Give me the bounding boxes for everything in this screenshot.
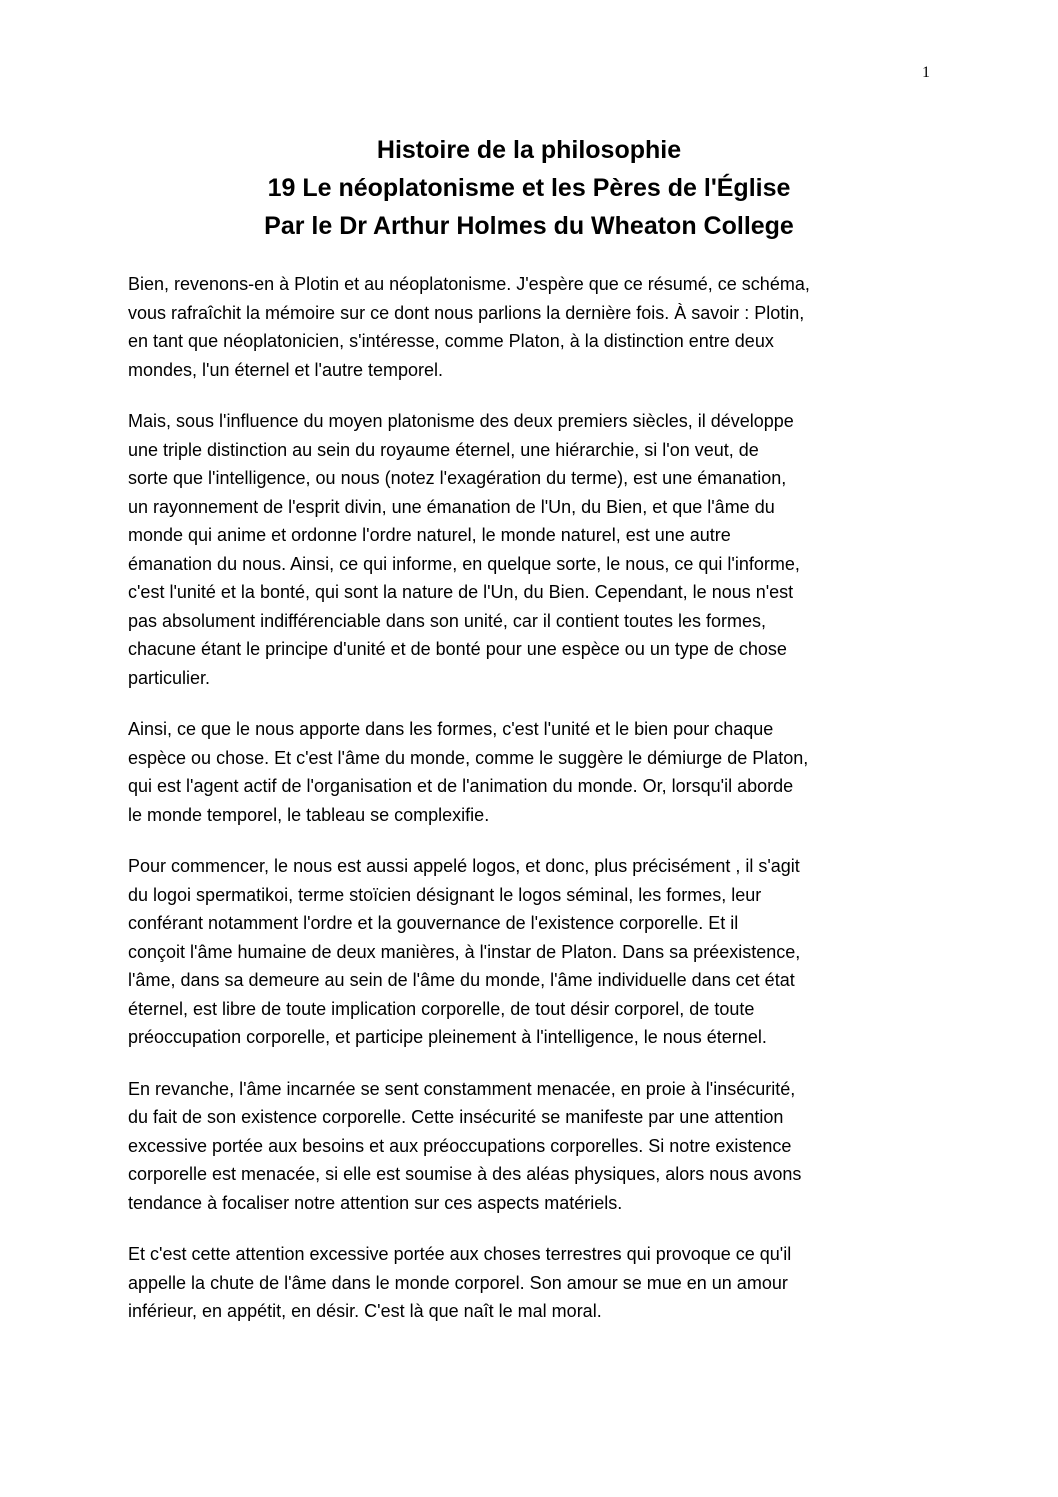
author-line: Par le Dr Arthur Holmes du Wheaton College xyxy=(264,212,794,240)
title-line: Histoire de la philosophie xyxy=(376,136,682,164)
text-line: un rayonnement de l'esprit divin, une émanation de l'Un, du Bien, et que l'âme du xyxy=(128,496,775,517)
text-line: mondes, l'un éternel et l'autre temporel. xyxy=(128,359,444,380)
paragraph-6 xyxy=(128,1240,930,1326)
page-number: 1 xyxy=(922,64,930,81)
text-line: Pour commencer, le nous est aussi appelé logos, et donc, plus précisément , il s'agit xyxy=(128,856,800,876)
text-line: le monde temporel, le tableau se complexifie. xyxy=(128,804,490,825)
text-line: inférieur, en appétit, en désir. C'est là que naît le mal moral. xyxy=(128,1301,602,1321)
text-line: éternel, est libre de toute implication corporelle, de tout désir corporel, de toute xyxy=(128,998,755,1019)
text-line: pas absolument indifférenciable dans son unité, car il contient toutes les formes, xyxy=(128,610,767,631)
text-line: monde qui anime et ordonne l'ordre naturel, le monde naturel, est une autre xyxy=(128,525,731,545)
text-line: Et c'est cette attention excessive portée aux choses terrestres qui provoque ce qu'il xyxy=(128,1244,792,1264)
text-line: une triple distinction au sein du royaume éternel, une hiérarchie, si l'on veut, de xyxy=(128,439,759,460)
text-line: excessive portée aux besoins et aux préoccupations corporelles. Si notre existence xyxy=(128,1135,792,1156)
text-line: sorte que l'intelligence, ou nous (notez l'exagération du terme), est une émanation, xyxy=(128,468,787,488)
subtitle-line: 19 Le néoplatonisme et les Pères de l'Église xyxy=(267,174,791,202)
text-line: vous rafraîchit la mémoire sur ce dont nous parlions la dernière fois. À savoir : Plotin, xyxy=(128,302,805,323)
text-line: corporelle est menacée, si elle est soumise à des aléas physiques, alors nous avons xyxy=(128,1164,802,1184)
text-line: tendance à focaliser notre attention sur ces aspects matériels. xyxy=(128,1192,623,1213)
text-line: conférant notamment l'ordre et la gouvernance de l'existence corporelle. Et il xyxy=(128,913,739,933)
text-line: En revanche, l'âme incarnée se sent constamment menacée, en proie à l'insécurité, xyxy=(128,1078,796,1099)
paragraph-1 xyxy=(128,270,930,384)
text-line: Mais, sous l'influence du moyen platonisme des deux premiers siècles, il développe xyxy=(128,411,794,431)
text-line: particulier. xyxy=(128,667,211,688)
text-line: l'âme, dans sa demeure au sein de l'âme du monde, l'âme individuelle dans cet état xyxy=(128,970,795,990)
text-line: du fait de son existence corporelle. Cette insécurité se manifeste par une attention xyxy=(128,1107,784,1127)
text-line: c'est l'unité et la bonté, qui sont la nature de l'Un, du Bien. Cependant, le nous n'est xyxy=(128,582,794,602)
text-line: Ainsi, ce que le nous apporte dans les formes, c'est l'unité et le bien pour chaque xyxy=(128,719,774,739)
text-line: en tant que néoplatonicien, s'intéresse, comme Platon, à la distinction entre deux xyxy=(128,331,774,351)
document-title xyxy=(128,131,930,245)
text-line: qui est l'agent actif de l'organisation et de l'animation du monde. Or, lorsqu'il aborde xyxy=(128,776,794,796)
text-line: préoccupation corporelle, et participe pleinement à l'intelligence, le nous éternel. xyxy=(128,1027,767,1047)
text-line: espèce ou chose. Et c'est l'âme du monde, comme le suggère le démiurge de Platon, xyxy=(128,747,809,768)
paragraph-4 xyxy=(128,852,930,1052)
paragraph-3 xyxy=(128,715,930,829)
text-line: émanation du nous. Ainsi, ce qui informe, en quelque sorte, le nous, ce qui l'informe, xyxy=(128,553,800,574)
text-line: appelle la chute de l'âme dans le monde corporel. Son amour se mue en un amour xyxy=(128,1272,788,1293)
text-line: Bien, revenons-en à Plotin et au néoplatonisme. J'espère que ce résumé, ce schéma, xyxy=(128,274,810,294)
text-line: conçoit l'âme humaine de deux manières, à l'instar de Platon. Dans sa préexistence, xyxy=(128,941,801,962)
paragraph-2 xyxy=(128,407,930,692)
paragraph-5 xyxy=(128,1075,930,1218)
document-body xyxy=(128,270,930,1349)
text-line: du logoi spermatikoi, terme stoïcien désignant le logos séminal, les formes, leur xyxy=(128,884,762,905)
text-line: chacune étant le principe d'unité et de bonté pour une espèce ou un type de chose xyxy=(128,639,787,659)
